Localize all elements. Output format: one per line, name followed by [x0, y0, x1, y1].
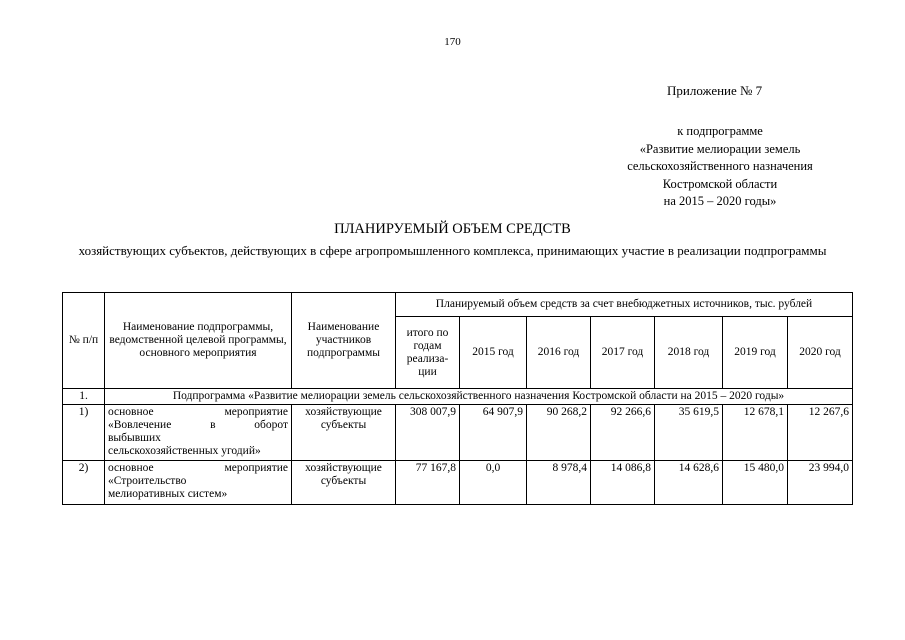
row-2016: 8 978,4 — [527, 461, 591, 505]
row-name-line: основное мероприятие — [108, 406, 288, 418]
header-2020: 2020 год — [788, 317, 853, 389]
document-subtitle: хозяйствующих субъектов, действующих в сфере агропромышленного комплекса, принимающих участие в реализации подпрограммы — [78, 243, 827, 258]
funding-table — [62, 292, 853, 505]
appendix-label: Приложение № 7 — [667, 83, 763, 98]
row-participant: хозяйствующие субъекты — [292, 405, 396, 461]
page-number: 170 — [444, 36, 461, 48]
header-num: № п/п — [63, 293, 105, 389]
row-2020: 23 994,0 — [788, 461, 853, 505]
row-num: 1) — [63, 405, 105, 461]
header-2019: 2019 год — [723, 317, 788, 389]
row-num: 2) — [63, 461, 105, 505]
header-2018: 2018 год — [655, 317, 723, 389]
subprogram-reference-line: «Развитие мелиорации земель — [639, 141, 801, 156]
row-2015: 64 907,9 — [460, 405, 527, 461]
header-name: Наименование подпрограммы, ведомственной целевой программы, основного мероприятия — [105, 293, 292, 389]
row-total: 77 167,8 — [396, 461, 460, 505]
row-participant: хозяйствующие субъекты — [292, 461, 396, 505]
header-2017: 2017 год — [591, 317, 655, 389]
row-2017: 92 266,6 — [591, 405, 655, 461]
row-name-line: основное мероприятие — [108, 462, 288, 474]
header-participants: Наименование участников подпрограммы — [292, 293, 396, 389]
row-name-line: сельскохозяйственных угодий» — [108, 445, 261, 457]
subprogram-reference-line: на 2015 – 2020 годы» — [663, 194, 777, 208]
row-total: 308 007,9 — [396, 405, 460, 461]
header-planned-funds: Планируемый объем средств за счет внебюджетных источников, тыс. рублей — [396, 293, 853, 317]
section-label: Подпрограмма «Развитие мелиорации земель сельскохозяйственного назначения Костромской области на 2015 – 2020 годы» — [105, 389, 853, 405]
row-2016: 90 268,2 — [527, 405, 591, 461]
subprogram-reference-line: к подпрограмме — [677, 124, 763, 138]
row-name-line: «Строительство — [108, 475, 187, 487]
row-name-line: «Вовлечение в оборот — [108, 419, 288, 431]
row-2017: 14 086,8 — [591, 461, 655, 505]
header-row — [63, 293, 853, 317]
row-name — [105, 461, 292, 505]
row-name-line: выбывших — [108, 432, 161, 444]
subprogram-reference-line: сельскохозяйственного назначения — [627, 159, 813, 173]
subprogram-reference — [560, 123, 880, 211]
table-row — [63, 405, 853, 461]
table-row — [63, 461, 853, 505]
row-2019: 15 480,0 — [723, 461, 788, 505]
row-2018: 14 628,6 — [655, 461, 723, 505]
row-2015: 0,0 — [460, 461, 527, 505]
section-row — [63, 389, 853, 405]
row-2020: 12 267,6 — [788, 405, 853, 461]
row-name-line: мелиоративных систем» — [108, 488, 228, 500]
document-title: ПЛАНИРУЕМЫЙ ОБЪЕМ СРЕДСТВ — [334, 221, 571, 237]
row-2018: 35 619,5 — [655, 405, 723, 461]
subprogram-reference-line: Костромской области — [662, 176, 778, 191]
header-2016: 2016 год — [527, 317, 591, 389]
row-2019: 12 678,1 — [723, 405, 788, 461]
header-2015: 2015 год — [460, 317, 527, 389]
row-name — [105, 405, 292, 461]
section-num: 1. — [63, 389, 105, 405]
header-total: итого по годам реализа- ции — [396, 317, 460, 389]
